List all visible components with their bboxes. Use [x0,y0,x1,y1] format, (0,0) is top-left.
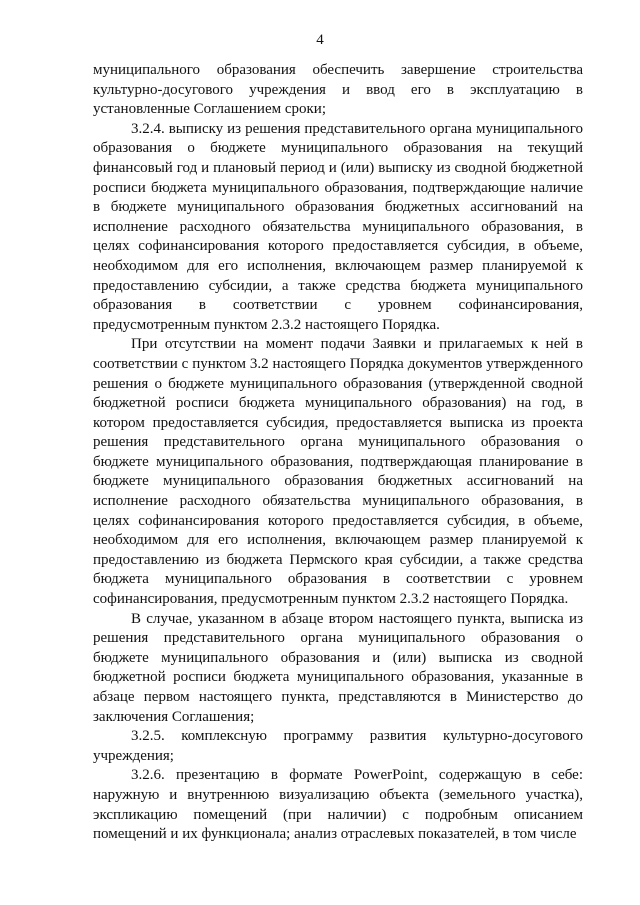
paragraph-3-2-5: 3.2.5. комплексную программу развития культурно-досугового учреждения; [93,728,583,764]
paragraph-case-second-abzac: В случае, указанном в абзаце втором настоящего пункта, выписка из решения представительного органа муниципального образования о бюджете муниципального образования и (или) выписка из сводной бюджетной росписи бюджета муниципального образования, указанные в абзаце первом настоящего пункта, представляются в Министерство до заключения Соглашения; [93,610,583,725]
document-body [93,61,583,845]
page-number: 4 [316,32,324,48]
paragraph-3-2-4: 3.2.4. выписку из решения представительного органа муниципального образования о бюджете муниципального образования на текущий финансовый год и плановый период и (или) выписку из сводной бюджетной росписи бюджета муниципального образования, подтверждающие наличие в бюджете муниципального образования бюджетных ассигнований на исполнение расходного обязательства муниципального образования, в целях софинансирования которого предоставляется субсидия, в объеме, необходимом для его исполнения, включающем размер планируемой к предоставлению субсидии, а также средства бюджета муниципального образования в соответствии с уровнем софинансирования, предусмотренным пунктом 2.3.2 настоящего Порядка. [93,120,583,333]
paragraph-continuation: муниципального образования обеспечить завершение строительства культурно-досугового учреждения и ввод его в эксплуатацию в установленные Соглашением сроки; [93,62,583,118]
paragraph-no-budget-decision: При отсутствии на момент подачи Заявки и прилагаемых к ней в соответствии с пунктом 3.2 настоящего Порядка документов утвержденного решения о бюджете муниципального образования (утвержденной сводной бюджетной росписи бюджета муниципального образования) на год, в котором предоставляется субсидия, предоставляется выписка из проекта решения представительного органа муниципального образования о бюджете муниципального образования, подтверждающая планирование в бюджете муниципального образования бюджетных ассигнований на исполнение расходного обязательства муниципального образования, в целях софинансирования которого предоставляется субсидия, в объеме, необходимом для его исполнения, включающем размер планируемой к предоставлению из бюджета Пермского края субсидии, а также средства бюджета муниципального образования в соответствии с уровнем софинансирования, предусмотренным пунктом 2.3.2 настоящего Порядка. [93,336,583,608]
paragraph-3-2-6: 3.2.6. презентацию в формате PowerPoint, содержащую в себе: наружную и внутреннюю визуализацию объекта (земельного участка), экспликацию помещений (при наличии) с подробным описанием помещений и их функционала; анализ отраслевых показателей, в том числе [93,767,583,843]
